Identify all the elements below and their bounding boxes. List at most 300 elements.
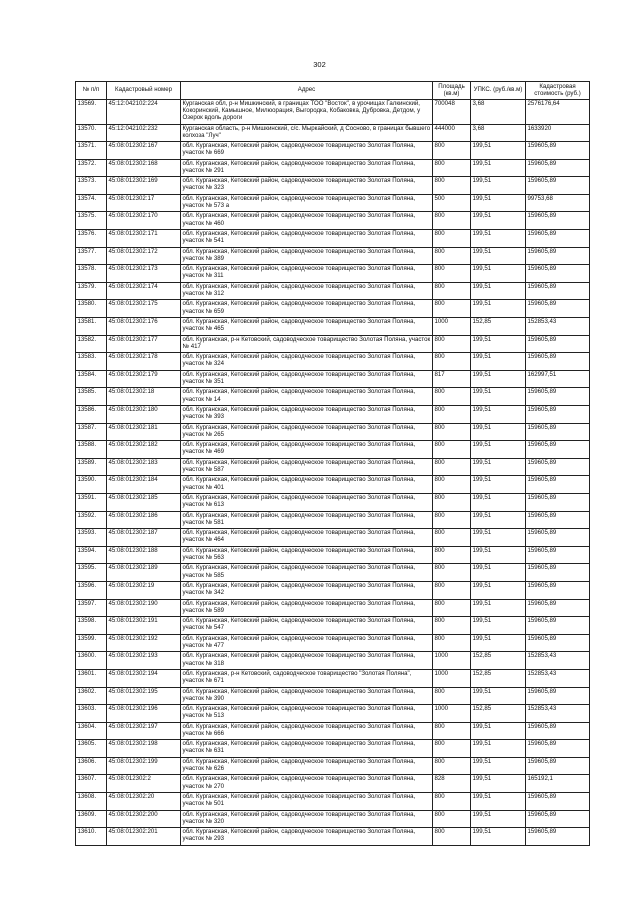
header-cadastral: Кадастровый номер: [107, 82, 181, 100]
upks-cell: 199,51: [471, 740, 526, 758]
area-cell: 800: [433, 476, 471, 494]
row-number-cell: 13602.: [76, 687, 107, 705]
cadastral-value-cell: 152853,43: [526, 705, 590, 723]
cadastral-number-cell: 45:08:012302:198: [107, 740, 181, 758]
area-cell: 800: [433, 828, 471, 846]
table-row: [76, 740, 590, 758]
address-cell: обл. Курганская, Кетовский район, садоводческое товарищество Золотая Поляна, участок № 291: [181, 159, 433, 177]
row-number-cell: 13584.: [76, 370, 107, 388]
upks-cell: 199,51: [471, 423, 526, 441]
cadastral-number-cell: 45:08:012302:184: [107, 476, 181, 494]
table-row: [76, 511, 590, 529]
cadastral-number-cell: 45:08:012302:183: [107, 458, 181, 476]
address-cell: обл. Курганская, Кетовский район, садоводческое товарищество Золотая Поляна, участок № 342: [181, 581, 433, 599]
table-row: [76, 810, 590, 828]
cadastral-value-cell: 159605,89: [526, 353, 590, 371]
upks-cell: 199,51: [471, 441, 526, 459]
table-row: [76, 177, 590, 195]
cadastral-number-cell: 45:08:012302:168: [107, 159, 181, 177]
area-cell: 800: [433, 757, 471, 775]
header-num: № п/п: [76, 82, 107, 100]
cadastral-value-cell: 159605,89: [526, 793, 590, 811]
row-number-cell: 13572.: [76, 159, 107, 177]
area-cell: 700048: [433, 100, 471, 125]
table-row: [76, 793, 590, 811]
upks-cell: 152,85: [471, 652, 526, 670]
upks-cell: 199,51: [471, 617, 526, 635]
table-row: [76, 581, 590, 599]
cadastral-value-cell: 159605,89: [526, 581, 590, 599]
table-row: [76, 100, 590, 125]
cadastral-value-cell: 159605,89: [526, 247, 590, 265]
row-number-cell: 13574.: [76, 194, 107, 212]
area-cell: 800: [433, 581, 471, 599]
cadastral-value-cell: 162997,51: [526, 370, 590, 388]
address-cell: обл. Курганская, Кетовский район, садоводческое товарищество Золотая Поляна, участок № 464: [181, 529, 433, 547]
upks-cell: 199,51: [471, 810, 526, 828]
cadastral-number-cell: 45:08:012302:19: [107, 581, 181, 599]
upks-cell: 199,51: [471, 634, 526, 652]
table-row: [76, 212, 590, 230]
table-header-row: [76, 82, 590, 100]
cadastral-value-cell: 159605,89: [526, 441, 590, 459]
area-cell: 800: [433, 335, 471, 353]
cadastral-value-cell: 152853,43: [526, 652, 590, 670]
row-number-cell: 13569.: [76, 100, 107, 125]
row-number-cell: 13581.: [76, 318, 107, 336]
upks-cell: 199,51: [471, 247, 526, 265]
address-cell: обл. Курганская, Кетовский район, садоводческое товарищество Золотая Поляна, участок № 587: [181, 458, 433, 476]
row-number-cell: 13600.: [76, 652, 107, 670]
row-number-cell: 13588.: [76, 441, 107, 459]
table-row: [76, 388, 590, 406]
area-cell: 800: [433, 511, 471, 529]
table-row: [76, 476, 590, 494]
upks-cell: 199,51: [471, 722, 526, 740]
row-number-cell: 13578.: [76, 265, 107, 283]
cadastral-number-cell: 45:08:012302:177: [107, 335, 181, 353]
cadastral-number-cell: 45:08:012302:196: [107, 705, 181, 723]
row-number-cell: 13570.: [76, 124, 107, 142]
row-number-cell: 13580.: [76, 300, 107, 318]
row-number-cell: 13591.: [76, 493, 107, 511]
row-number-cell: 13587.: [76, 423, 107, 441]
area-cell: 800: [433, 740, 471, 758]
area-cell: 800: [433, 634, 471, 652]
cadastral-number-cell: 45:08:012302:174: [107, 282, 181, 300]
cadastral-value-cell: 159605,89: [526, 634, 590, 652]
table-row: [76, 406, 590, 424]
cadastral-value-cell: 159605,89: [526, 423, 590, 441]
table-row: [76, 247, 590, 265]
address-cell: обл. Курганская, Кетовский район, садоводческое товарищество Золотая Поляна, участок № 401: [181, 476, 433, 494]
upks-cell: 199,51: [471, 546, 526, 564]
cadastral-number-cell: 45:08:012302:18: [107, 388, 181, 406]
row-number-cell: 13599.: [76, 634, 107, 652]
cadastral-number-cell: 45:08:012302:193: [107, 652, 181, 670]
upks-cell: 199,51: [471, 581, 526, 599]
area-cell: 800: [433, 406, 471, 424]
cadastral-value-cell: 159605,89: [526, 230, 590, 248]
area-cell: 800: [433, 687, 471, 705]
cadastral-number-cell: 45:08:012302:167: [107, 142, 181, 160]
table-row: [76, 546, 590, 564]
cadastral-value-cell: 159605,89: [526, 282, 590, 300]
table-row: [76, 529, 590, 547]
area-cell: 800: [433, 300, 471, 318]
upks-cell: 152,85: [471, 669, 526, 687]
table-row: [76, 423, 590, 441]
area-cell: 817: [433, 370, 471, 388]
address-cell: обл. Курганская, Кетовский район, садоводческое товарищество Золотая Поляна, участок № 513: [181, 705, 433, 723]
row-number-cell: 13576.: [76, 230, 107, 248]
address-cell: обл. Курганская, Кетовский район, садоводческое товарищество Золотая Поляна, участок № 669: [181, 142, 433, 160]
cadastral-value-cell: 1633920: [526, 124, 590, 142]
address-cell: обл. Курганская, Кетовский район, садоводческое товарищество Золотая Поляна, участок № 501: [181, 793, 433, 811]
upks-cell: 199,51: [471, 177, 526, 195]
cadastral-value-cell: 159605,89: [526, 740, 590, 758]
table-row: [76, 124, 590, 142]
address-cell: обл. Курганская, Кетовский район, садоводческое товарищество Золотая Поляна, участок № 631: [181, 740, 433, 758]
area-cell: 800: [433, 282, 471, 300]
row-number-cell: 13573.: [76, 177, 107, 195]
address-cell: обл. Курганская, Кетовский район, садоводческое товарищество Золотая Поляна, участок № 477: [181, 634, 433, 652]
row-number-cell: 13582.: [76, 335, 107, 353]
table-row: [76, 458, 590, 476]
upks-cell: 3,68: [471, 124, 526, 142]
cadastral-value-cell: 152853,43: [526, 318, 590, 336]
cadastral-value-cell: 159605,89: [526, 458, 590, 476]
address-cell: обл. Курганская, Кетовский район, садоводческое товарищество Золотая Поляна, участок № 393: [181, 406, 433, 424]
table-row: [76, 493, 590, 511]
address-cell: обл. Курганская, Кетовский район, садоводческое товарищество Золотая Поляна, участок № 460: [181, 212, 433, 230]
cadastral-number-cell: 45:08:012302:178: [107, 353, 181, 371]
area-cell: 800: [433, 423, 471, 441]
cadastral-value-cell: 159605,89: [526, 757, 590, 775]
header-area: Площадь (кв.м): [433, 82, 471, 100]
cadastral-value-cell: 159605,89: [526, 335, 590, 353]
area-cell: 800: [433, 793, 471, 811]
area-cell: 500: [433, 194, 471, 212]
area-cell: 1000: [433, 318, 471, 336]
cadastral-value-cell: 159605,89: [526, 529, 590, 547]
cadastral-number-cell: 45:12:042102:232: [107, 124, 181, 142]
upks-cell: 199,51: [471, 775, 526, 793]
cadastral-value-cell: 159605,89: [526, 564, 590, 582]
address-cell: обл. Курганская, Кетовский район, садоводческое товарищество Золотая Поляна, участок № 323: [181, 177, 433, 195]
row-number-cell: 13607.: [76, 775, 107, 793]
upks-cell: 199,51: [471, 194, 526, 212]
table-row: [76, 828, 590, 846]
upks-cell: 199,51: [471, 159, 526, 177]
area-cell: 800: [433, 599, 471, 617]
cadastral-number-cell: 45:08:012302:192: [107, 634, 181, 652]
table-row: [76, 265, 590, 283]
upks-cell: 199,51: [471, 282, 526, 300]
address-cell: обл. Курганская, Кетовский район, садоводческое товарищество Золотая Поляна, участок № 312: [181, 282, 433, 300]
row-number-cell: 13606.: [76, 757, 107, 775]
upks-cell: 152,85: [471, 318, 526, 336]
cadastral-table: [75, 81, 590, 846]
table-row: [76, 652, 590, 670]
cadastral-number-cell: 45:08:012302:199: [107, 757, 181, 775]
area-cell: 1000: [433, 652, 471, 670]
cadastral-value-cell: 159605,89: [526, 265, 590, 283]
address-cell: обл. Курганская, Кетовский район, садоводческое товарищество Золотая Поляна, участок № 320: [181, 810, 433, 828]
row-number-cell: 13589.: [76, 458, 107, 476]
cadastral-number-cell: 45:08:012302:171: [107, 230, 181, 248]
table-row: [76, 335, 590, 353]
cadastral-value-cell: 159605,89: [526, 687, 590, 705]
cadastral-number-cell: 45:08:012302:189: [107, 564, 181, 582]
cadastral-value-cell: 159605,89: [526, 810, 590, 828]
row-number-cell: 13577.: [76, 247, 107, 265]
area-cell: 800: [433, 212, 471, 230]
cadastral-value-cell: 159605,89: [526, 300, 590, 318]
table-row: [76, 669, 590, 687]
row-number-cell: 13579.: [76, 282, 107, 300]
row-number-cell: 13596.: [76, 581, 107, 599]
address-cell: обл. Курганская, Кетовский район, садоводческое товарищество Золотая Поляна, участок № 14: [181, 388, 433, 406]
row-number-cell: 13583.: [76, 353, 107, 371]
table-row: [76, 564, 590, 582]
area-cell: 800: [433, 564, 471, 582]
address-cell: обл. Курганская, Кетовский район, садоводческое товарищество Золотая Поляна, участок № 293: [181, 828, 433, 846]
upks-cell: 199,51: [471, 335, 526, 353]
row-number-cell: 13598.: [76, 617, 107, 635]
cadastral-number-cell: 45:08:012302:173: [107, 265, 181, 283]
area-cell: 1000: [433, 669, 471, 687]
upks-cell: 199,51: [471, 476, 526, 494]
upks-cell: 152,85: [471, 705, 526, 723]
cadastral-value-cell: 159605,89: [526, 212, 590, 230]
table-row: [76, 441, 590, 459]
upks-cell: 199,51: [471, 300, 526, 318]
cadastral-value-cell: 99753,68: [526, 194, 590, 212]
area-cell: 800: [433, 529, 471, 547]
area-cell: 800: [433, 159, 471, 177]
cadastral-value-cell: 159605,89: [526, 388, 590, 406]
upks-cell: 199,51: [471, 564, 526, 582]
area-cell: 800: [433, 353, 471, 371]
table-row: [76, 705, 590, 723]
cadastral-value-cell: 159605,89: [526, 546, 590, 564]
area-cell: 800: [433, 265, 471, 283]
cadastral-number-cell: 45:08:012302:169: [107, 177, 181, 195]
cadastral-number-cell: 45:08:012302:191: [107, 617, 181, 635]
cadastral-number-cell: 45:08:012302:179: [107, 370, 181, 388]
address-cell: обл. Курганская, Кетовский район, садоводческое товарищество Золотая Поляна, участок № 318: [181, 652, 433, 670]
table-row: [76, 722, 590, 740]
cadastral-value-cell: 159605,89: [526, 142, 590, 160]
address-cell: обл. Курганская, Кетовский район, садоводческое товарищество Золотая Поляна, участок № 541: [181, 230, 433, 248]
area-cell: 800: [433, 722, 471, 740]
cadastral-value-cell: 159605,89: [526, 599, 590, 617]
address-cell: обл. Курганская, Кетовский район, садоводческое товарищество Золотая Поляна, участок № 589: [181, 599, 433, 617]
table-row: [76, 318, 590, 336]
table-row: [76, 599, 590, 617]
cadastral-number-cell: 45:08:012302:170: [107, 212, 181, 230]
area-cell: 800: [433, 441, 471, 459]
area-cell: 800: [433, 810, 471, 828]
row-number-cell: 13586.: [76, 406, 107, 424]
table-row: [76, 634, 590, 652]
cadastral-value-cell: 159605,89: [526, 493, 590, 511]
upks-cell: 199,51: [471, 828, 526, 846]
area-cell: 800: [433, 230, 471, 248]
area-cell: 800: [433, 388, 471, 406]
address-cell: обл. Курганская, Кетовский район, садоводческое товарищество Золотая Поляна, участок № 465: [181, 318, 433, 336]
row-number-cell: 13605.: [76, 740, 107, 758]
address-cell: обл. Курганская, Кетовский район, садоводческое товарищество Золотая Поляна, участок № 573 а: [181, 194, 433, 212]
cadastral-number-cell: 45:08:012302:190: [107, 599, 181, 617]
cadastral-number-cell: 45:08:012302:180: [107, 406, 181, 424]
area-cell: 828: [433, 775, 471, 793]
table-row: [76, 300, 590, 318]
cadastral-value-cell: 152853,43: [526, 669, 590, 687]
cadastral-number-cell: 45:08:012302:17: [107, 194, 181, 212]
header-address: Адрес: [181, 82, 433, 100]
address-cell: Курганская область, р-н Мишкинский, с/с. Мыркайский, д Сосново, в границах бывшего колхоза "Луч": [181, 124, 433, 142]
address-cell: обл. Курганская, Кетовский район, садоводческое товарищество Золотая Поляна, участок № 547: [181, 617, 433, 635]
cadastral-number-cell: 45:08:012302:182: [107, 441, 181, 459]
upks-cell: 199,51: [471, 212, 526, 230]
address-cell: обл. Курганская, Кетовский район, садоводческое товарищество Золотая Поляна, участок № 390: [181, 687, 433, 705]
cadastral-number-cell: 45:08:012302:20: [107, 793, 181, 811]
address-cell: обл. Курганская, Кетовский район, садоводческое товарищество Золотая Поляна, участок № 265: [181, 423, 433, 441]
table-row: [76, 757, 590, 775]
row-number-cell: 13593.: [76, 529, 107, 547]
upks-cell: 199,51: [471, 511, 526, 529]
table-row: [76, 775, 590, 793]
address-cell: обл. Курганская, Кетовский район, садоводческое товарищество Золотая Поляна, участок № 563: [181, 546, 433, 564]
cadastral-value-cell: 165192,1: [526, 775, 590, 793]
cadastral-number-cell: 45:08:012302:200: [107, 810, 181, 828]
upks-cell: 199,51: [471, 406, 526, 424]
area-cell: 800: [433, 617, 471, 635]
row-number-cell: 13608.: [76, 793, 107, 811]
upks-cell: 199,51: [471, 757, 526, 775]
address-cell: обл. Курганская, Кетовский район, садоводческое товарищество Золотая Поляна, участок № 581: [181, 511, 433, 529]
table-body: [76, 100, 590, 846]
row-number-cell: 13590.: [76, 476, 107, 494]
row-number-cell: 13603.: [76, 705, 107, 723]
cadastral-value-cell: 159605,89: [526, 511, 590, 529]
cadastral-number-cell: 45:08:012302:175: [107, 300, 181, 318]
address-cell: обл. Курганская, Кетовский район, садоводческое товарищество Золотая Поляна, участок № 389: [181, 247, 433, 265]
address-cell: обл. Курганская, Кетовский район, садоводческое товарищество Золотая Поляна, участок № 469: [181, 441, 433, 459]
upks-cell: 3,68: [471, 100, 526, 125]
area-cell: 444000: [433, 124, 471, 142]
address-cell: обл. Курганская, Кетовский район, садоводческое товарищество Золотая Поляна, участок № 270: [181, 775, 433, 793]
address-cell: обл. Курганская, Кетовский район, садоводческое товарищество Золотая Поляна, участок № 324: [181, 353, 433, 371]
cadastral-number-cell: 45:08:012302:201: [107, 828, 181, 846]
cadastral-value-cell: 159605,89: [526, 159, 590, 177]
address-cell: обл. Курганская, Кетовский район, садоводческое товарищество Золотая Поляна, участок № 311: [181, 265, 433, 283]
row-number-cell: 13609.: [76, 810, 107, 828]
area-cell: 1000: [433, 705, 471, 723]
row-number-cell: 13604.: [76, 722, 107, 740]
cadastral-number-cell: 45:08:012302:194: [107, 669, 181, 687]
cadastral-number-cell: 45:08:012302:172: [107, 247, 181, 265]
address-cell: обл. Курганская, Кетовский район, садоводческое товарищество Золотая Поляна, участок № 626: [181, 757, 433, 775]
upks-cell: 199,51: [471, 230, 526, 248]
upks-cell: 199,51: [471, 388, 526, 406]
cadastral-value-cell: 159605,89: [526, 828, 590, 846]
row-number-cell: 13592.: [76, 511, 107, 529]
address-cell: обл. Курганская, р-н Кетовский, садоводческое товарищество Золотая Поляна, участок № 417: [181, 335, 433, 353]
upks-cell: 199,51: [471, 687, 526, 705]
cadastral-number-cell: 45:08:012302:176: [107, 318, 181, 336]
row-number-cell: 13571.: [76, 142, 107, 160]
row-number-cell: 13594.: [76, 546, 107, 564]
table-row: [76, 142, 590, 160]
address-cell: Курганская обл, р-н Мишкинский, в границах ТОО "Восток", в урочищах Галкинский, Кокоринский, Камышное, Милюорация, Выгородка, Кобаковка, Дубровка, Детдом, у Озерок вдоль дороги: [181, 100, 433, 125]
cadastral-number-cell: 45:08:012302:195: [107, 687, 181, 705]
table-row: [76, 353, 590, 371]
area-cell: 800: [433, 177, 471, 195]
page-number: 302: [313, 60, 326, 69]
cadastral-value-cell: 159605,89: [526, 406, 590, 424]
table-row: [76, 194, 590, 212]
cadastral-value-cell: 159605,89: [526, 722, 590, 740]
row-number-cell: 13595.: [76, 564, 107, 582]
cadastral-number-cell: 45:08:012302:185: [107, 493, 181, 511]
row-number-cell: 13585.: [76, 388, 107, 406]
cadastral-number-cell: 45:08:012302:181: [107, 423, 181, 441]
table-row: [76, 617, 590, 635]
upks-cell: 199,51: [471, 265, 526, 283]
upks-cell: 199,51: [471, 353, 526, 371]
table-row: [76, 370, 590, 388]
area-cell: 800: [433, 546, 471, 564]
area-cell: 800: [433, 247, 471, 265]
cadastral-number-cell: 45:08:012302:187: [107, 529, 181, 547]
upks-cell: 199,51: [471, 142, 526, 160]
cadastral-value-cell: 159605,89: [526, 476, 590, 494]
row-number-cell: 13610.: [76, 828, 107, 846]
upks-cell: 199,51: [471, 793, 526, 811]
upks-cell: 199,51: [471, 599, 526, 617]
upks-cell: 199,51: [471, 370, 526, 388]
upks-cell: 199,51: [471, 493, 526, 511]
row-number-cell: 13601.: [76, 669, 107, 687]
cadastral-value-cell: 159605,89: [526, 617, 590, 635]
address-cell: обл. Курганская, Кетовский район, садоводческое товарищество Золотая Поляна, участок № 585: [181, 564, 433, 582]
table-row: [76, 230, 590, 248]
address-cell: обл. Курганская, Кетовский район, садоводческое товарищество Золотая Поляна, участок № 613: [181, 493, 433, 511]
table-row: [76, 687, 590, 705]
cadastral-value-cell: 159605,89: [526, 177, 590, 195]
area-cell: 800: [433, 142, 471, 160]
area-cell: 800: [433, 493, 471, 511]
address-cell: обл. Курганская, р-н Кетовский, садоводческое товарищество "Золотая Поляна", участок № 671: [181, 669, 433, 687]
row-number-cell: 13575.: [76, 212, 107, 230]
table-row: [76, 282, 590, 300]
address-cell: обл. Курганская, Кетовский район, садоводческое товарищество Золотая Поляна, участок № 351: [181, 370, 433, 388]
address-cell: обл. Курганская, Кетовский район, садоводческое товарищество Золотая Поляна, участок № 659: [181, 300, 433, 318]
cadastral-number-cell: 45:08:012302:2: [107, 775, 181, 793]
table-row: [76, 159, 590, 177]
area-cell: 800: [433, 458, 471, 476]
upks-cell: 199,51: [471, 458, 526, 476]
cadastral-value-cell: 2576176,64: [526, 100, 590, 125]
cadastral-number-cell: 45:08:012302:188: [107, 546, 181, 564]
address-cell: обл. Курганская, Кетовский район, садоводческое товарищество Золотая Поляна, участок № 666: [181, 722, 433, 740]
header-value: Кадастровая стоимость (руб.): [526, 82, 590, 100]
cadastral-number-cell: 45:12:042102:224: [107, 100, 181, 125]
header-upks: УПКС. (руб./кв.м): [471, 82, 526, 100]
